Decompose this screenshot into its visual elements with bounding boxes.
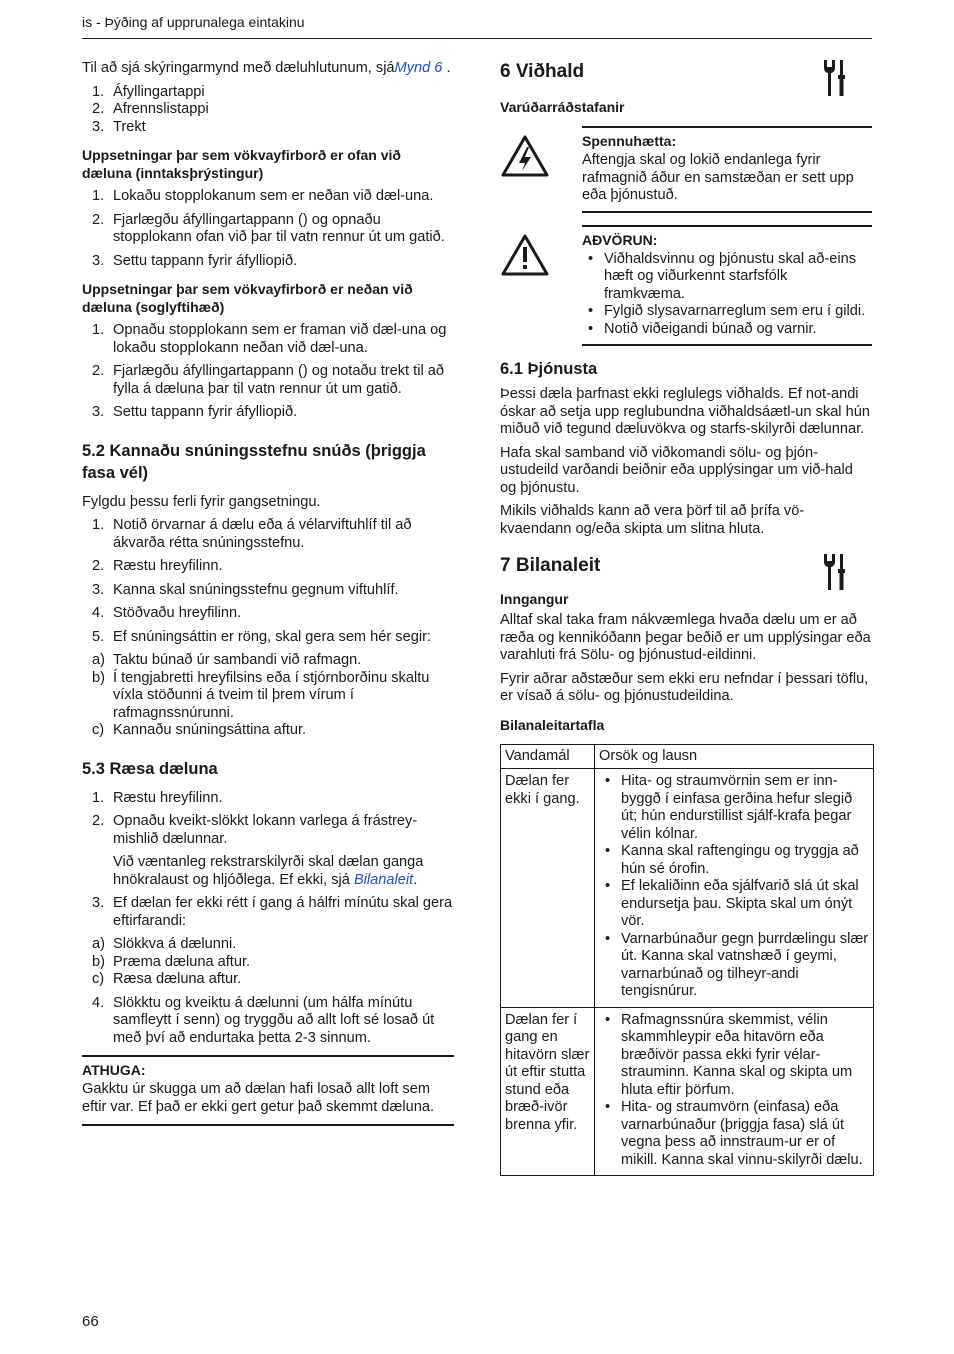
table-cell-causes (595, 769, 874, 1008)
table-cell-problem: Dælan fer í gang en hitavörn slær út eftir stutta stund eða bræð-ivör brenna yfir. (501, 1007, 595, 1176)
table-heading: Bilanaleitartafla (500, 716, 605, 733)
introduction-heading: Inngangur (500, 591, 569, 607)
list-item: 1. Opnaðu stopplokann sem er framan við dæl-una og lokaðu stopplokann neðan við dæl-una. (92, 322, 447, 356)
steps-above (82, 188, 454, 270)
table-cell-causes (595, 1007, 874, 1176)
troubleshooting-link[interactable]: Bilanaleit (353, 871, 414, 888)
warning-list (582, 251, 872, 339)
service-paragraph: Hafa skal samband við viðkomandi sölu- og þjón-ustudeild varðandi beiðnir eða upplýsingar um við-hald og þjónustu. (500, 444, 853, 496)
list-item: 4. Slökktu og kveiktu á dælunni (um hálfa mínútu samfleytt í senn) og tryggðu að allt loft sé losað út með því að endurtaka þetta 2-3 sinnum. (92, 994, 435, 1046)
troubleshooting-paragraph: Alltaf skal taka fram nákvæmlega hvaða dælu um er að ræða og kennikóðann þegar beðið er um upplýsingar eða varahluti frá Sölu- og þjónustud-eildinni. (500, 612, 871, 663)
list-item: 2. Ræstu hreyfilinn. (92, 558, 223, 574)
list-item: 2. Fjarlægðu áfyllingartappann () og opnaðu stopplokann ofan við þar til vatn rennur út um gatið. (92, 211, 445, 245)
running-header: is - Þýðing af upprunalega eintakinu (82, 14, 305, 30)
list-item: 4. Stöðvaðu hreyfilinn. (92, 605, 242, 621)
troubleshooting-table (500, 744, 874, 1177)
subheading-below: Uppsetningar þar sem vökvayfirborð er neðan við dæluna (soglyftihæð) (82, 281, 413, 315)
table-header-row (501, 744, 874, 769)
column-header: Vandamál (501, 744, 595, 769)
electrical-hazard-label: Spennuhætta: (582, 133, 677, 149)
list-item: 5. Ef snúningsáttin er röng, skal gera sem hér segir: (92, 628, 431, 645)
tools-icon (822, 552, 848, 597)
list-item: 3. Trekt (92, 118, 146, 135)
section-intro: Fylgdu þessu ferli fyrir gangsetningu. (82, 493, 321, 510)
list-item: a) Taktu búnað úr sambandi við rafmagn. (92, 652, 362, 668)
chapter-7-header (500, 554, 872, 598)
chapter-6-header (500, 60, 872, 104)
chapter-title-7: 7 Bilanaleit (500, 555, 601, 576)
section-title-5-3: 5.3 Ræsa dæluna (82, 759, 218, 778)
list-item: • Kanna skal raftengingu og tryggja að hún sé órofin. (599, 843, 869, 878)
steps-5-2 (82, 517, 454, 646)
steps-below (82, 322, 454, 422)
left-column (82, 60, 454, 1126)
list-item: 3. Ef dælan fer ekki rétt í gang á hálfri mínútu skal gera eftirfarandi: (92, 895, 453, 929)
list-item: • Hita- og straumvörnin sem er inn-byggð í einfasa gerðina hefur slegið út; hún endurstillist sjálf-krafa þegar vélin kólnar. (599, 773, 869, 843)
note-text: Gakktu úr skugga um að dælan hafi losað allt loft sem eftir var. Ef það er ekki gert getur það skemmt dæluna. (82, 1081, 435, 1115)
list-item: • Fylgið slysavarnarreglum sem eru í gildi. (582, 303, 872, 321)
service-paragraph: Þessi dæla þarfnast ekki reglulegs viðhalds. Ef not-andi óskar að setja upp reglubundna viðhaldsáætl-un skal hún miðuð við tegund dæluvökva og starfs-skilyrði dælunnar. (500, 386, 870, 437)
subheading-above: Uppsetningar þar sem vökvayfirborð er ofan við dæluna (inntaksþrýstingur) (82, 147, 401, 181)
troubleshooting-paragraph: Fyrir aðrar aðstæður sem ekki eru nefndar í þessari töflu, er vísað á sölu- og þjónustudeildina. (500, 670, 869, 704)
warning-box (500, 225, 872, 347)
list-item: c) Ræsa dæluna aftur. (92, 971, 242, 987)
substeps-5-3 (82, 936, 454, 989)
list-item: b) Præma dæluna aftur. (92, 953, 251, 970)
section-title-5-2: 5.2 Kannaðu snúningsstefnu snúðs (þriggja fasa vél) (82, 441, 426, 482)
table-row (501, 769, 874, 1008)
electrical-hazard-icon (500, 134, 550, 183)
page-number: 66 (82, 1313, 99, 1330)
list-item: a) Slökkva á dælunni. (92, 936, 237, 952)
electrical-hazard (500, 126, 872, 213)
warning-label: AÐVÖRUN: (582, 231, 658, 248)
list-item: b) Í tengjabretti hreyfilsins eða í stjórnborðinu skaltu víxla stöðunni á tveim til þrem vírum í rafmagnssnúrunni. (92, 669, 430, 721)
list-item: 3. Settu tappann fyrir áfylliopið. (92, 404, 298, 420)
list-item: • Hita- og straumvörn (einfasa) eða varnarbúnaður (þriggja fasa) slá út vegna þess að innstraum-ur er of mikill. Kanna skal vinnu-skilyrði dælu. (599, 1099, 869, 1169)
service-paragraph: Mikils viðhalds kann að vera þörf til að þrífa vö-kvaendann og/eða skipta um slitna hluta. (500, 503, 805, 537)
list-item: • Ef lekaliðinn eða sjálfvarið slá út skal endursetja þau. Skipta skal um ónýt vör. (599, 878, 869, 931)
figure-link[interactable]: Mynd 6 (394, 60, 443, 76)
tools-icon (822, 58, 848, 103)
list-item: 1. Notið örvarnar á dælu eða á vélarviftuhlíf til að ákvarða rétta snúningsstefnu. (92, 517, 412, 551)
intro-paragraph: Til að sjá skýringarmynd með dæluhlutunum, sjáMynd 6 . (82, 60, 451, 76)
table-cell-problem: Dælan fer ekki í gang. (501, 769, 595, 1008)
list-item: 1. Áfyllingartappi (92, 83, 205, 100)
header-rule (82, 38, 872, 39)
note-box (82, 1055, 454, 1126)
section-title-6-1: 6.1 Þjónusta (500, 360, 598, 378)
precautions-heading: Varúðarráðstafanir (500, 99, 625, 115)
list-item: 3. Kanna skal snúningsstefnu gegnum viftuhlíf. (92, 581, 399, 598)
note-label: ATHUGA: (82, 1062, 146, 1078)
electrical-hazard-text: Aftengja skal og lokið endanlega fyrir rafmagnið áður en samstæðan er sett upp eða þjónustuð. (582, 152, 854, 203)
chapter-title-6: 6 Viðhald (500, 61, 585, 82)
list-item: • Varnarbúnaður gegn þurrdælingu slær út. Kanna skal vatnshæð í geymi, varnarbúnað og tilheyr-andi tengisnúrur. (599, 931, 869, 1001)
step-paragraph: Við væntanleg rekstrarskilyrði skal dælan ganga hnökralaust og hljóðlega. Ef ekki, sjá Bilanaleit. (113, 854, 424, 888)
substeps-5-2 (82, 652, 454, 740)
list-item: 1. Lokaðu stopplokanum sem er neðan við dæl-una. (92, 188, 434, 204)
list-item: 1. Ræstu hreyfilinn. (92, 789, 223, 806)
steps-5-3 (82, 790, 454, 931)
list-item: 2. Afrennslistappi (92, 101, 209, 117)
right-column (500, 60, 872, 1176)
steps-5-3-cont (82, 995, 454, 1048)
list-item: 2. Fjarlægðu áfyllingartappann () og notaðu trekt til að fylla á dæluna þar til vatn rennur út um gatið. (92, 363, 444, 397)
parts-list (82, 84, 454, 137)
table-row (501, 1007, 874, 1176)
list-item: 3. Settu tappann fyrir áfylliopið. (92, 252, 298, 269)
list-item: • Viðhaldsvinnu og þjónustu skal að-eins hæft og viðurkennt starfsfólk framkvæma. (582, 251, 872, 304)
list-item: • Rafmagnssnúra skemmist, vélin skammhleypir eða hitavörn eða bræðivör passa ekki fyrir vélar-strauminn. Kanna skal og skipta um hluta eftir þörfum. (599, 1012, 869, 1100)
column-header: Orsök og lausn (595, 744, 874, 769)
list-item: • Notið viðeigandi búnað og varnir. (582, 321, 872, 339)
list-item: c) Kannaðu snúningsáttina aftur. (92, 722, 307, 738)
list-item: 2. Opnaðu kveikt-slökkt lokann varlega á frástrey-mishlið dælunnar. Við væntanleg rekstrarskilyrði skal dælan ganga hnökralaust og hljóðlega. Ef ekki, sjá Bilanaleit. (82, 813, 454, 889)
warning-icon (500, 233, 550, 282)
